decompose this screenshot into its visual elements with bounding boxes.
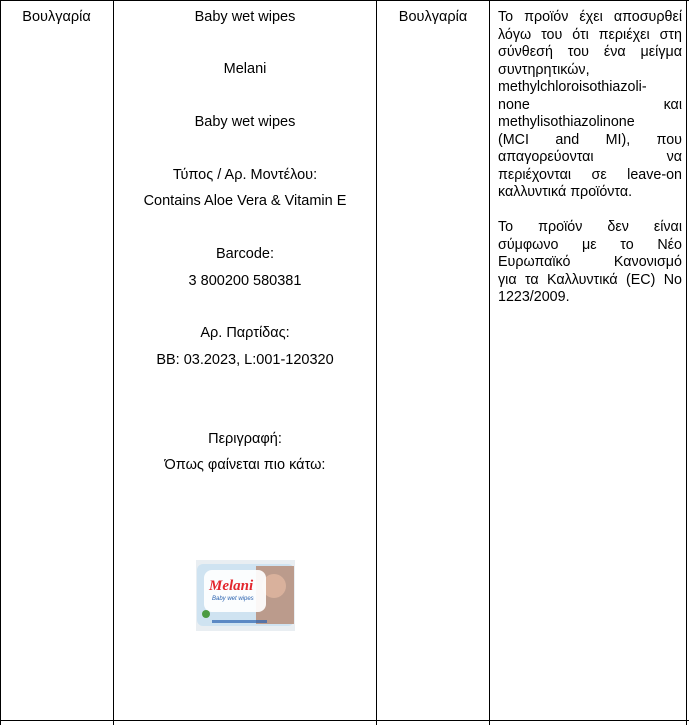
reason-line: methylisothiazolinone xyxy=(498,114,635,130)
package-stripe xyxy=(212,620,267,623)
product-cell xyxy=(114,0,376,725)
country-cell xyxy=(0,0,113,725)
product-photo xyxy=(196,560,295,631)
product-type: Baby wet wipes xyxy=(194,114,296,130)
model-label: Τύπος / Αρ. Μοντέλου: xyxy=(172,167,318,183)
reason-line: σύμφωνο με το Νέο xyxy=(498,236,682,253)
reason-line: methylchloroisothiazoli- xyxy=(498,79,647,95)
reason-line: καλλυντικά προϊόντα. xyxy=(498,184,633,200)
reason-paragraph-2 xyxy=(498,219,682,307)
barcode-label: Barcode: xyxy=(215,246,275,262)
reason-line: σύνθεσή του ένα μείγμα xyxy=(498,44,682,60)
description-value: Όπως φαίνεται πιο κάτω: xyxy=(164,457,326,473)
batch-label: Αρ. Παρτίδας: xyxy=(200,325,290,341)
reason-line: none και xyxy=(498,96,682,113)
aloe-leaf-icon xyxy=(202,610,210,618)
column-border xyxy=(686,0,687,725)
reason-cell xyxy=(490,0,686,725)
reason-line: Το προϊόν έχει αποσυρθεί xyxy=(498,9,682,25)
reason-line: περιέχονται σε leave-on xyxy=(498,166,682,183)
reason-line: λόγω του ότι περιέχει στη xyxy=(498,26,682,43)
reason-line: για τα Καλλυντικά (EC) No xyxy=(498,271,682,288)
country-cell xyxy=(377,0,489,725)
photo-brand-text: Melani xyxy=(209,578,254,594)
reason-line: 1223/2009. xyxy=(498,289,570,305)
barcode-value: 3 800200 580381 xyxy=(188,273,302,289)
product-name: Baby wet wipes xyxy=(194,9,296,25)
country-name: Βουλγαρία xyxy=(22,9,91,25)
reason-line: συντηρητικών, xyxy=(498,61,590,78)
reason-line: απαγορεύονται να xyxy=(498,149,682,165)
model-value: Contains Aloe Vera & Vitamin E xyxy=(143,193,347,209)
batch-value: BB: 03.2023, L:001-120320 xyxy=(156,352,334,368)
country-name: Βουλγαρία xyxy=(398,9,468,25)
reason-text xyxy=(498,9,682,202)
reason-text xyxy=(498,219,682,307)
reason-line: (MCI and MI), που xyxy=(498,131,682,148)
reason-line: Το προϊόν δεν είναι xyxy=(498,219,682,235)
product-brand: Melani xyxy=(223,61,267,77)
reason-line: Ευρωπαϊκό Κανονισμό xyxy=(498,254,682,270)
photo-subtitle-text: Baby wet wipes xyxy=(212,596,254,602)
description-label: Περιγραφή: xyxy=(208,431,282,447)
reason-paragraph-1 xyxy=(498,9,682,202)
